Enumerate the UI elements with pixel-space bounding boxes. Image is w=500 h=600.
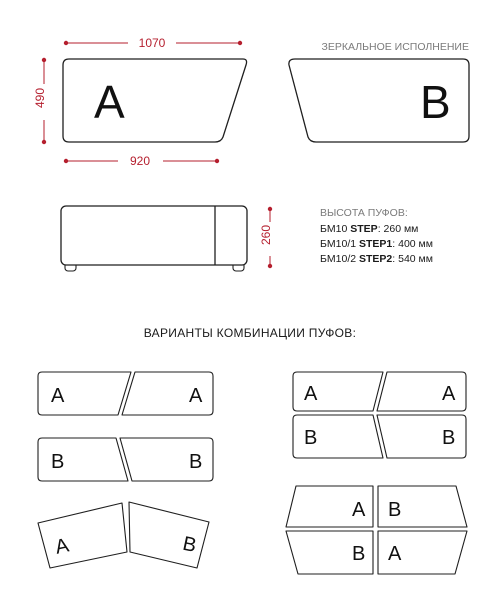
heights-title: ВЫСОТА ПУФОВ: (320, 207, 408, 219)
combination-letter: B (388, 499, 402, 521)
pouf-side-view (61, 206, 247, 271)
pouf-a-letter: A (94, 76, 125, 128)
combination-hexagon (286, 486, 467, 574)
combination-letter: B (352, 543, 366, 565)
combination-b-b (38, 438, 213, 481)
combination-letter: A (189, 385, 203, 407)
pouf-a-top-view (63, 59, 247, 142)
dimension-height (259, 207, 273, 268)
mirror-version-label: ЗЕРКАЛЬНОЕ ИСПОЛНЕНИЕ (321, 41, 469, 53)
heights-table (320, 207, 433, 265)
dimension-height-label: 260 (259, 224, 273, 246)
dimension-bottom-width-label: 920 (129, 154, 151, 168)
heights-row: БМ10/2 STEP2: 540 мм (320, 253, 433, 265)
pouf-b-top-view (289, 59, 469, 142)
heights-row: БМ10 STEP: 260 мм (320, 223, 419, 235)
combination-a-a (38, 372, 213, 415)
combination-letter: B (51, 451, 65, 473)
combination-letter: A (53, 534, 71, 559)
combinations-title: ВАРИАНТЫ КОМБИНАЦИИ ПУФОВ: (143, 326, 357, 340)
dimension-top-width-label: 1070 (138, 36, 166, 50)
dimension-top-width (64, 36, 242, 50)
dimension-depth-label: 490 (33, 87, 47, 109)
combination-letter: B (189, 451, 203, 473)
heights-row: БМ10/1 STEP1: 400 мм (320, 238, 433, 250)
combination-stacked-a-b (293, 372, 466, 458)
combination-letter: A (51, 385, 65, 407)
combination-letter: B (180, 532, 199, 558)
pouf-b-letter: B (420, 76, 451, 128)
combination-letter: A (442, 383, 456, 405)
combination-letter: B (442, 427, 456, 449)
dimension-depth (33, 58, 47, 144)
combination-letter: A (352, 499, 366, 521)
combination-letter: A (388, 543, 402, 565)
combination-letter: A (304, 383, 318, 405)
dimension-bottom-width (64, 154, 219, 168)
combination-angled-a-b (38, 502, 209, 568)
combination-letter: B (304, 427, 318, 449)
